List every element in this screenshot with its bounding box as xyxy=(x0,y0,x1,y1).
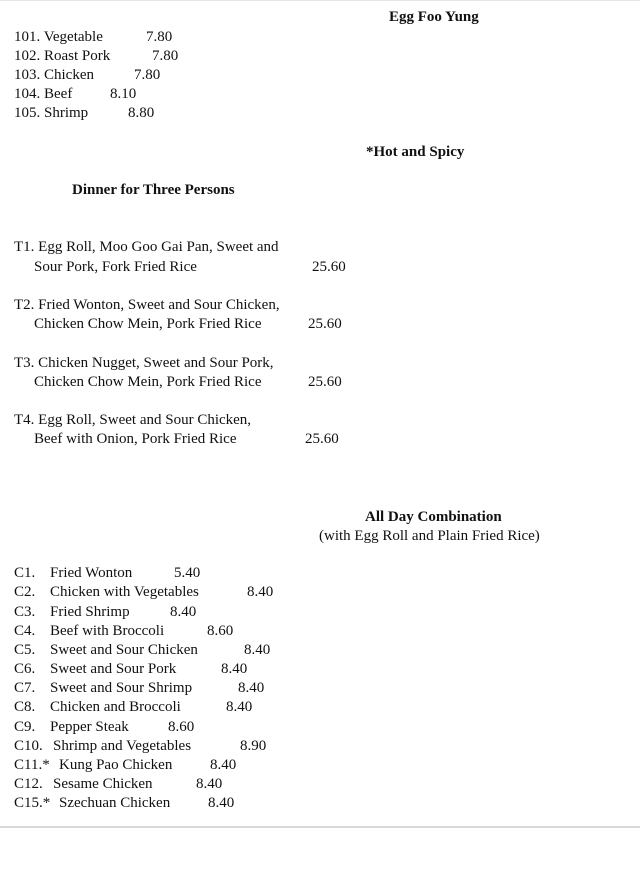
item-price: 7.80 xyxy=(134,67,161,83)
dinner-item-price: 25.60 xyxy=(308,316,342,332)
combo-code: C7. xyxy=(14,680,36,696)
combo-price: 8.40 xyxy=(226,699,253,715)
combo-item xyxy=(14,660,248,679)
combo-item xyxy=(14,641,271,660)
combo-item xyxy=(14,698,253,717)
item-price: 8.10 xyxy=(110,86,137,102)
combo-name: Kung Pao Chicken xyxy=(59,757,173,773)
combo-price: 8.40 xyxy=(221,661,248,677)
combo-price: 8.40 xyxy=(244,642,271,658)
combo-code: C6. xyxy=(14,661,36,677)
combo-code: C11.* xyxy=(14,757,50,773)
dinner-item-line2: Chicken Chow Mein, Pork Fried Rice xyxy=(34,316,262,332)
combo-code: C2. xyxy=(14,584,36,600)
egg-foo-yung-heading: Egg Foo Yung xyxy=(389,9,479,25)
combo-name: Pepper Steak xyxy=(50,719,129,735)
combo-name: Sweet and Sour Shrimp xyxy=(50,680,193,696)
combo-item xyxy=(14,718,195,737)
combo-price: 8.90 xyxy=(240,738,267,754)
combo-code: C1. xyxy=(14,565,36,581)
combo-item xyxy=(14,775,223,794)
combo-name: Fried Wonton xyxy=(50,565,133,581)
combo-item xyxy=(14,564,201,583)
item-price: 7.80 xyxy=(152,48,179,64)
dinner-item-line2: Chicken Chow Mein, Pork Fried Rice xyxy=(34,374,262,390)
item-name: 105. Shrimp xyxy=(14,105,89,121)
item-name: 104. Beef xyxy=(14,86,73,102)
dinner-item-line1: T3. Chicken Nugget, Sweet and Sour Pork, xyxy=(14,355,274,371)
combo-code: C4. xyxy=(14,623,36,639)
combo-code: C15.* xyxy=(14,795,51,811)
page-top-edge xyxy=(0,0,640,1)
dinner-item-price: 25.60 xyxy=(312,259,346,275)
combo-item xyxy=(14,756,237,775)
combo-price: 8.40 xyxy=(196,776,223,792)
menu-item xyxy=(14,28,173,47)
combo-name: Fried Shrimp xyxy=(50,604,130,620)
dinner-item-price: 25.60 xyxy=(308,374,342,390)
combo-code: C8. xyxy=(14,699,36,715)
dinner-item-line1: T2. Fried Wonton, Sweet and Sour Chicken, xyxy=(14,297,280,313)
combo-item xyxy=(14,794,235,813)
combo-code: C12. xyxy=(14,776,43,792)
dinner-item-line1: T4. Egg Roll, Sweet and Sour Chicken, xyxy=(14,412,252,428)
combo-price: 8.40 xyxy=(247,584,274,600)
combo-code: C5. xyxy=(14,642,36,658)
combo-name: Beef with Broccoli xyxy=(50,623,165,639)
combo-price: 8.40 xyxy=(208,795,235,811)
item-name: 102. Roast Pork xyxy=(14,48,111,64)
combo-item xyxy=(14,679,265,698)
combo-price: 5.40 xyxy=(174,565,201,581)
combo-name: Chicken with Vegetables xyxy=(50,584,199,600)
combo-name: Shrimp and Vegetables xyxy=(53,738,192,754)
item-price: 8.80 xyxy=(128,105,155,121)
dinner-item-line1: T1. Egg Roll, Moo Goo Gai Pan, Sweet and xyxy=(14,239,279,255)
combo-code: C9. xyxy=(14,719,36,735)
item-name: 103. Chicken xyxy=(14,67,94,83)
item-price: 7.80 xyxy=(146,29,173,45)
combo-item xyxy=(14,622,234,641)
combo-item xyxy=(14,737,267,756)
hot-and-spicy-note: *Hot and Spicy xyxy=(366,144,465,160)
combo-item xyxy=(14,583,274,602)
dinner-item-line2: Beef with Onion, Pork Fried Rice xyxy=(34,431,237,447)
combo-price: 8.40 xyxy=(170,604,197,620)
combo-price: 8.40 xyxy=(238,680,265,696)
dinner-three-heading: Dinner for Three Persons xyxy=(72,182,235,198)
dinner-item-line2: Sour Pork, Fork Fried Rice xyxy=(34,259,197,275)
combo-code: C10. xyxy=(14,738,43,754)
combo-price: 8.60 xyxy=(207,623,234,639)
combo-item xyxy=(14,603,197,622)
all-day-subheading: (with Egg Roll and Plain Fried Rice) xyxy=(319,528,540,544)
combo-price: 8.40 xyxy=(210,757,237,773)
dinner-item-price: 25.60 xyxy=(305,431,339,447)
combo-code: C3. xyxy=(14,604,36,620)
combo-price: 8.60 xyxy=(168,719,195,735)
combo-name: Sesame Chicken xyxy=(53,776,153,792)
combo-name: Chicken and Broccoli xyxy=(50,699,181,715)
all-day-heading: All Day Combination xyxy=(365,509,502,525)
menu-item xyxy=(14,47,179,66)
menu-item xyxy=(14,85,137,104)
menu-item xyxy=(14,104,155,123)
combo-name: Sweet and Sour Chicken xyxy=(50,642,198,658)
combo-name: Szechuan Chicken xyxy=(59,795,171,811)
combo-name: Sweet and Sour Pork xyxy=(50,661,177,677)
item-name: 101. Vegetable xyxy=(14,29,103,45)
menu-item xyxy=(14,66,161,85)
